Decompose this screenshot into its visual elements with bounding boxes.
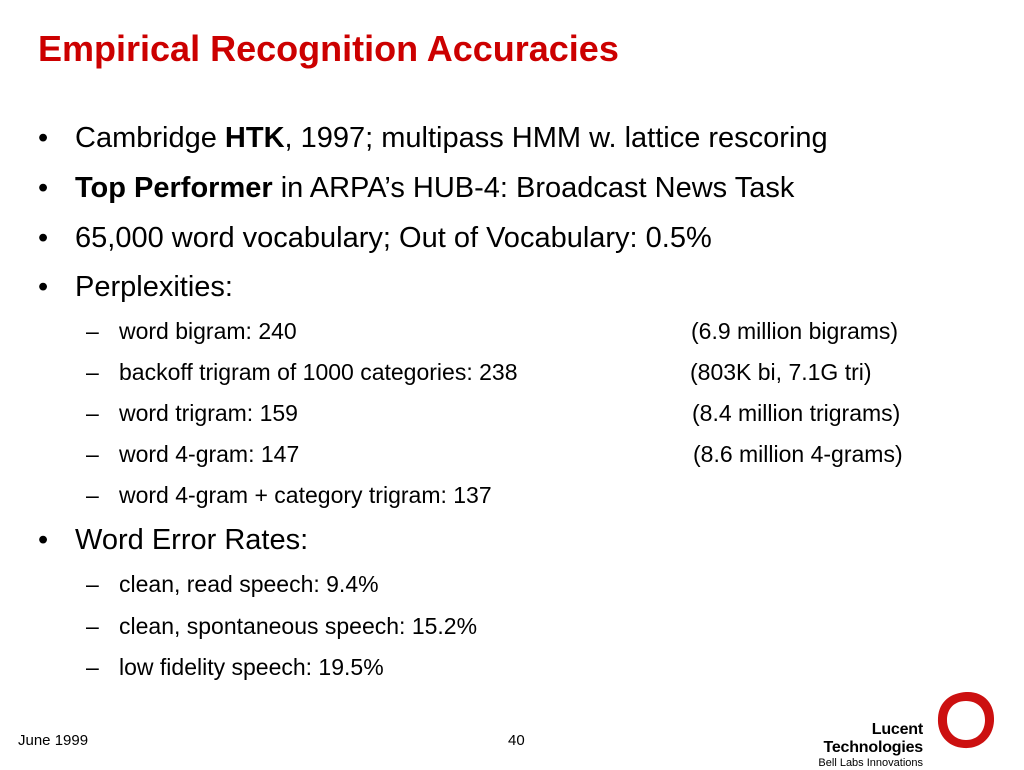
bullet-icon: • bbox=[38, 271, 49, 303]
dash-icon: – bbox=[86, 613, 99, 639]
dash-icon: – bbox=[86, 318, 99, 344]
dash-icon: – bbox=[86, 441, 99, 467]
logo-ring-shape bbox=[938, 692, 994, 748]
innovation-ring-icon bbox=[932, 686, 1000, 754]
dash-icon: – bbox=[86, 482, 99, 508]
dash-icon: – bbox=[86, 359, 99, 385]
note-backoff-trigram: (803K bi, 7.1G tri) bbox=[690, 359, 872, 385]
sub-item-word-4gram: – word 4-gram: 147 bbox=[86, 441, 300, 467]
sub-item-category-trigram: – word 4-gram + category trigram: 137 bbox=[86, 482, 492, 508]
note-word-4gram: (8.6 million 4-grams) bbox=[693, 441, 903, 467]
logo-name: Lucent Technologies bbox=[823, 721, 923, 756]
sub-item-read-speech: – clean, read speech: 9.4% bbox=[86, 571, 379, 597]
dash-icon: – bbox=[86, 654, 99, 680]
slide-title: Empirical Recognition Accuracies bbox=[38, 28, 619, 69]
bullet-icon: • bbox=[38, 122, 49, 154]
bullet-icon: • bbox=[38, 524, 49, 556]
bullet-icon: • bbox=[38, 222, 49, 254]
bullet-vocabulary: • 65,000 word vocabulary; Out of Vocabulary: 0.5% bbox=[38, 222, 712, 254]
company-logo-text bbox=[778, 721, 923, 770]
note-word-bigram: (6.9 million bigrams) bbox=[691, 318, 899, 344]
bullet-htk: • Cambridge HTK, 1997; multipass HMM w. lattice rescoring bbox=[38, 122, 828, 154]
sub-item-word-bigram: – word bigram: 240 bbox=[86, 318, 297, 344]
footer-date: June 1999 bbox=[18, 732, 89, 749]
note-word-trigram: (8.4 million trigrams) bbox=[692, 400, 901, 426]
bullet-icon: • bbox=[38, 172, 49, 204]
logo-subtitle: Bell Labs Innovations bbox=[818, 757, 923, 769]
bullet-word-error-rates: • Word Error Rates: bbox=[38, 524, 309, 556]
page-number: 40 bbox=[508, 732, 525, 749]
sub-item-spontaneous-speech: – clean, spontaneous speech: 15.2% bbox=[86, 613, 478, 639]
sub-item-backoff-trigram: – backoff trigram of 1000 categories: 238 bbox=[86, 359, 518, 385]
sub-item-low-fidelity: – low fidelity speech: 19.5% bbox=[86, 654, 384, 680]
dash-icon: – bbox=[86, 400, 99, 426]
bullet-top-performer: • Top Performer in ARPA’s HUB-4: Broadcast News Task bbox=[38, 172, 795, 204]
sub-item-word-trigram: – word trigram: 159 bbox=[86, 400, 298, 426]
bullet-perplexities: • Perplexities: bbox=[38, 271, 233, 303]
dash-icon: – bbox=[86, 571, 99, 597]
